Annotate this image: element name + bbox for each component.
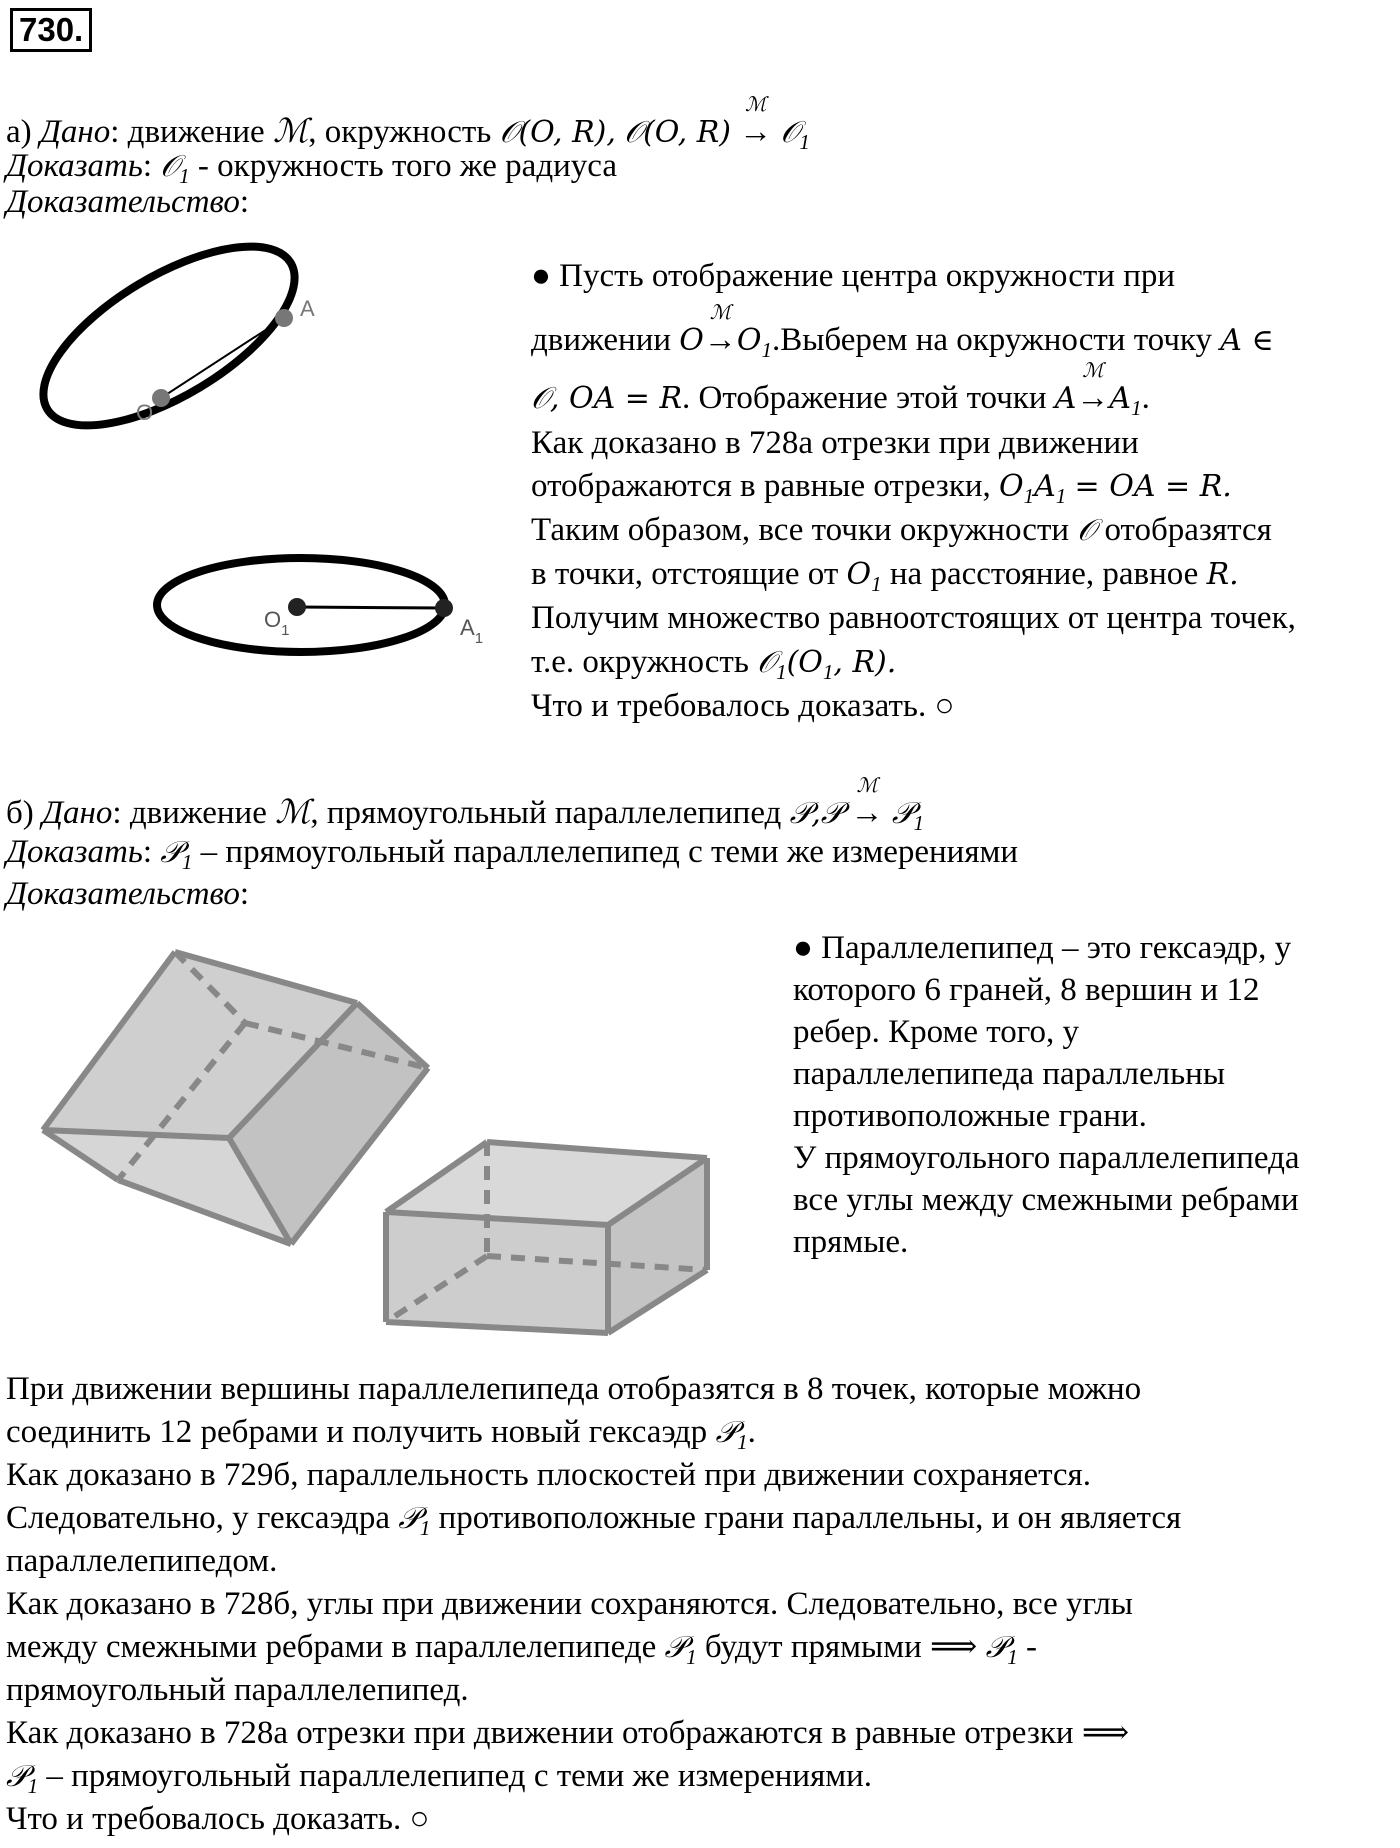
math: O [736, 323, 762, 358]
arrow-over-label: ℳ [709, 300, 732, 324]
math: 𝒪 [757, 645, 777, 680]
subscript: 1 [1023, 484, 1035, 508]
subscript: 1 [799, 130, 810, 154]
proof-a-line-8: Получим множество равноотстоящих от центра точек, [531, 600, 1296, 636]
subscript: 1 [761, 338, 772, 362]
subscript: 1 [419, 1516, 431, 1540]
label-a1: $A_1$ [460, 615, 484, 647]
arrow-over-label: ℳ [856, 773, 878, 797]
circle-symbol-2: 𝒪(O, R) [624, 115, 731, 150]
side-b-line-5: противоположные грани. [793, 1098, 1147, 1134]
text: . Отображение этой точки [682, 380, 1047, 416]
text: Следовательно, у гексаэдра [6, 1500, 390, 1536]
text: движении [531, 322, 672, 358]
subscript: 1 [1055, 484, 1067, 508]
body-b-line-9: Как доказано в 728а отрезки при движении отображаются в равные отрезки ⟹ [6, 1715, 1130, 1751]
part-b-prove-line: Доказать: 𝒫$_1$ – прямоугольный параллелепипед с теми же измерениями [6, 834, 1019, 874]
math: A [1054, 381, 1077, 416]
proof-word: Доказательство [6, 184, 240, 220]
text: в точки, отстоящие от [531, 556, 839, 592]
subscript: 1 [686, 1645, 697, 1669]
text: на расстояние, равное [889, 556, 1199, 592]
motion-symbol: ℳ [272, 111, 309, 150]
upright-box [386, 1142, 707, 1333]
proof-a-line-4: Как доказано в 728а отрезки при движении [531, 425, 1139, 461]
math: R. [1206, 557, 1239, 592]
p-symbol: 𝒫 [789, 796, 812, 831]
subscript: 1 [737, 1430, 748, 1454]
p-symbol: 𝒫 [6, 1759, 28, 1794]
colon: : [239, 184, 250, 220]
text: - [1025, 1629, 1037, 1665]
text: соединить 12 ребрами и получить новый гексаэдр [6, 1414, 708, 1450]
separator: , [811, 796, 821, 831]
subscript: 1 [822, 660, 834, 684]
given-text: : движение [110, 114, 265, 150]
proof-word: Доказательство [6, 876, 240, 912]
subscript: 1 [179, 164, 190, 188]
text: отображаются в равные отрезки, [531, 468, 991, 504]
given-word: Дано [42, 795, 113, 831]
circle-symbol: 𝒪(O, R) [499, 115, 607, 150]
body-b-line-6: Как доказано в 728б, углы при движении сохраняются. Следовательно, все углы [6, 1586, 1133, 1622]
text: т.е. окружность [531, 644, 749, 680]
prove-text: - окружность того же радиуса [189, 148, 617, 184]
body-b-line-5: параллелепипедом. [6, 1543, 278, 1579]
tilted-box [43, 952, 428, 1244]
arrow-over-label: ℳ [745, 92, 767, 116]
side-b-line-8: прямые. [793, 1224, 909, 1260]
subscript: 1 [181, 850, 193, 874]
proof-a-line-1: ● Пусть отображение центра окружности при [531, 258, 1176, 294]
p-symbol: 𝒫 [891, 796, 914, 831]
prove-text: – прямоугольный параллелепипед с теми же измерениями [192, 834, 1019, 870]
proof-a-line-10: Что и требовалось доказать. ○ [531, 688, 955, 724]
math: A [1034, 469, 1056, 504]
side-b-line-3: ребер. Кроме того, у [793, 1014, 1080, 1050]
math: A ∈ [1220, 323, 1274, 358]
p-symbol: 𝒫 [160, 835, 182, 870]
text: будут прямыми ⟹ [704, 1629, 978, 1665]
subscript: 1 [913, 811, 925, 835]
arrow-glyph: → [850, 795, 884, 831]
problem-number: 730. [10, 8, 92, 52]
body-b-line-11: Что и требовалось доказать. ○ [6, 1801, 430, 1837]
subscript: 1 [1007, 1645, 1018, 1669]
subscript: 1 [776, 660, 787, 684]
arrow-glyph: → [1076, 380, 1110, 416]
math: 𝒪 [1077, 513, 1097, 548]
body-b-line-3: Как доказано в 729б, параллельность плоскостей при движении сохраняется. [6, 1457, 1091, 1493]
math: O [999, 469, 1024, 504]
prove-word: Доказать [6, 148, 143, 184]
p-symbol: 𝒫 [398, 1501, 420, 1536]
side-b-line-6: У прямоугольного параллелепипеда [793, 1140, 1300, 1176]
body-b-line-8: прямоугольный параллелепипед. [6, 1672, 469, 1708]
math: = OA = R. [1074, 469, 1232, 504]
math: (O [786, 645, 823, 680]
label-o: O [136, 400, 154, 425]
p-symbol: 𝒫 [820, 796, 843, 831]
p-symbol: 𝒫 [715, 1415, 738, 1450]
arrow-glyph: → [703, 322, 737, 358]
subscript: 1 [27, 1774, 39, 1798]
p-symbol: 𝒫 [985, 1630, 1008, 1665]
body-b-line-2: соединить 12 ребрами и получить новый гексаэдр 𝒫$_1$. [6, 1414, 756, 1454]
math: O [846, 557, 872, 592]
text: противоположные грани параллельны, и он является [438, 1500, 1182, 1536]
p-symbol: 𝒫 [664, 1630, 687, 1665]
math: 𝒪, OA = R [531, 381, 683, 416]
side-b-line-4: параллелепипеда параллельны [793, 1056, 1225, 1092]
text: между смежными ребрами в параллелепипеде [6, 1629, 657, 1665]
math: A [1109, 381, 1132, 416]
subscript: 1 [871, 572, 882, 596]
label-o1: $O_1$ [264, 607, 290, 639]
image-circle: 𝒪 [160, 149, 180, 184]
text: .Выберем на окружности точку [772, 322, 1212, 358]
image-circle: 𝒪 [780, 115, 800, 150]
subscript: 1 [1131, 396, 1142, 420]
part-b-label: б) [6, 795, 34, 831]
arrow-glyph: → [739, 114, 773, 150]
text: отобразятся [1104, 512, 1272, 548]
given-text: : движение [112, 795, 267, 831]
label-a: A [300, 296, 315, 321]
separator: , [606, 115, 616, 150]
side-b-line-2: которого 6 граней, 8 вершин и 12 [793, 972, 1260, 1008]
math: O [679, 323, 704, 358]
side-b-line-7: все углы между смежными ребрами [793, 1182, 1299, 1218]
text: – прямоугольный параллелепипед с теми же измерениями. [46, 1758, 873, 1794]
par-text: , прямоугольный параллелепипед [310, 795, 782, 831]
proof-a-line-3: 𝒪, OA = R. Отображение этой точки A ℳ $\to A_1$. [531, 377, 1150, 430]
side-b-line-1: ● Параллелепипед – это гексаэдр, у [793, 930, 1292, 966]
prove-word: Доказать [6, 834, 143, 870]
math: , R). [833, 645, 897, 680]
body-b-line-1: При движении вершины параллелепипеда отобразятся в 8 точек, которые можно [6, 1371, 1142, 1407]
arrow-over-label: ℳ [1082, 358, 1104, 382]
motion-symbol: ℳ [275, 792, 311, 831]
colon: : [239, 876, 250, 912]
colon: : [142, 148, 153, 184]
circle-text: , окружность [308, 114, 492, 150]
text: Таким образом, все точки окружности [531, 512, 1070, 548]
part-a-label: а) [6, 114, 32, 150]
given-word: Дано [39, 114, 111, 150]
